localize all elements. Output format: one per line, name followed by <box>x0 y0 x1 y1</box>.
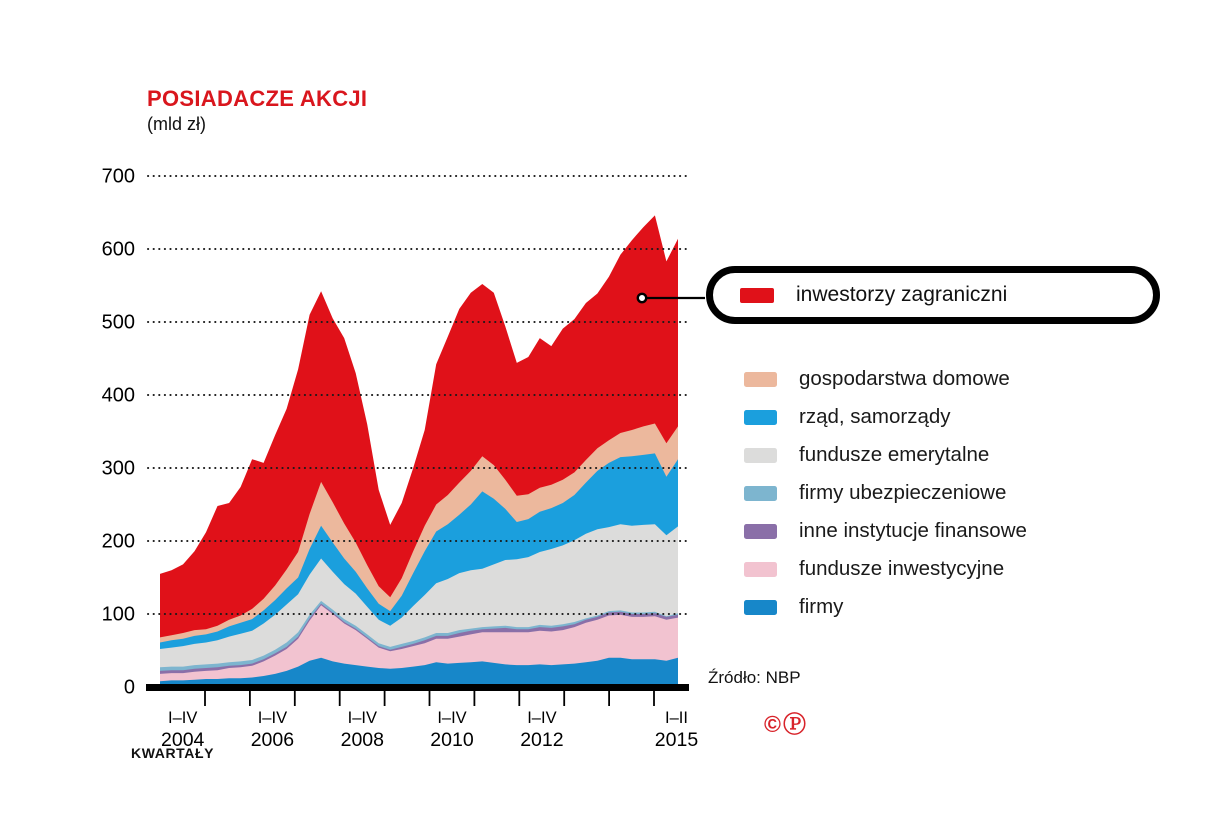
x-axis-label-year: 2008 <box>340 729 384 751</box>
y-axis-tick-label: 600 <box>101 238 135 261</box>
x-axis-label-year: 2006 <box>250 729 295 751</box>
copyright-c-icon: © <box>764 711 783 737</box>
callout-dot <box>638 294 646 302</box>
legend-swatch-firmy <box>744 600 777 615</box>
legend-label-fundusze-emerytalne: fundusze emerytalne <box>799 443 990 466</box>
y-axis-tick-label: 300 <box>101 457 135 480</box>
x-axis-label-year: 2012 <box>520 729 564 751</box>
legend-swatch-rzad-samorzady <box>744 410 777 425</box>
x-axis-label-quarters: I–IV <box>168 709 198 727</box>
legend-highlight-swatch <box>740 288 774 303</box>
copyright-p-icon: Ⓟ <box>782 711 808 737</box>
legend-item-fundusze-emerytalne <box>744 436 1027 474</box>
legend-label-fundusze-inwestycyjne: fundusze inwestycyjne <box>799 557 1005 580</box>
legend-label-inne-instytucje-finansowe: inne instytucje finansowe <box>799 519 1027 542</box>
legend-items <box>744 360 1027 626</box>
legend-swatch-fundusze-inwestycyjne <box>744 562 777 577</box>
x-axis-label-year: 2004 <box>161 729 205 751</box>
legend-swatch-firmy-ubezpieczeniowe <box>744 486 777 501</box>
legend-swatch-inne-instytucje-finansowe <box>744 524 777 539</box>
legend-label-gospodarstwa-domowe: gospodarstwa domowe <box>799 367 1010 390</box>
y-axis-tick-label: 0 <box>123 676 135 699</box>
x-axis-line <box>146 684 689 691</box>
source-label: Źródło: NBP <box>708 668 801 687</box>
y-axis-tick-label: 400 <box>101 384 135 407</box>
chart-svg <box>95 160 705 785</box>
x-axis-label-quarters: I–IV <box>527 709 557 727</box>
y-axis-tick-label: 500 <box>101 311 135 334</box>
legend-item-inne-instytucje-finansowe <box>744 512 1027 550</box>
legend-item-firmy-ubezpieczeniowe <box>744 474 1027 512</box>
x-axis-label-year: 2010 <box>430 729 474 751</box>
legend-item-rzad-samorzady <box>744 398 1027 436</box>
legend-label-firmy-ubezpieczeniowe: firmy ubezpieczeniowe <box>799 481 1007 504</box>
legend-item-firmy <box>744 588 1027 626</box>
legend-swatch-fundusze-emerytalne <box>744 448 777 463</box>
legend-item-gospodarstwa-domowe <box>744 360 1027 398</box>
chart-unit-label: (mld zł) <box>147 114 206 134</box>
x-axis-label-quarters: I–IV <box>347 709 377 727</box>
x-axis-label-quarters: I–II <box>665 709 688 727</box>
legend-label-rzad-samorzady: rząd, samorządy <box>799 405 951 428</box>
y-axis-tick-label: 700 <box>101 165 135 188</box>
legend-label-firmy: firmy <box>799 595 844 618</box>
copyright-marks <box>764 706 808 739</box>
legend-item-fundusze-inwestycyjne <box>744 550 1027 588</box>
x-axis-label-quarters: I–IV <box>257 709 288 727</box>
page-title: POSIADACZE AKCJI <box>147 86 368 111</box>
legend-highlight-label: inwestorzy zagraniczni <box>796 283 1008 306</box>
y-axis-tick-label: 100 <box>101 603 135 626</box>
legend-swatch-gospodarstwa-domowe <box>744 372 777 387</box>
y-axis-tick-label: 200 <box>101 530 135 553</box>
x-axis-label-quarters: I–IV <box>437 709 467 727</box>
x-axis-unit-label: KWARTAŁY <box>131 745 215 761</box>
x-axis-label-year: 2015 <box>654 729 699 751</box>
legend-highlight-callout <box>706 266 1160 324</box>
